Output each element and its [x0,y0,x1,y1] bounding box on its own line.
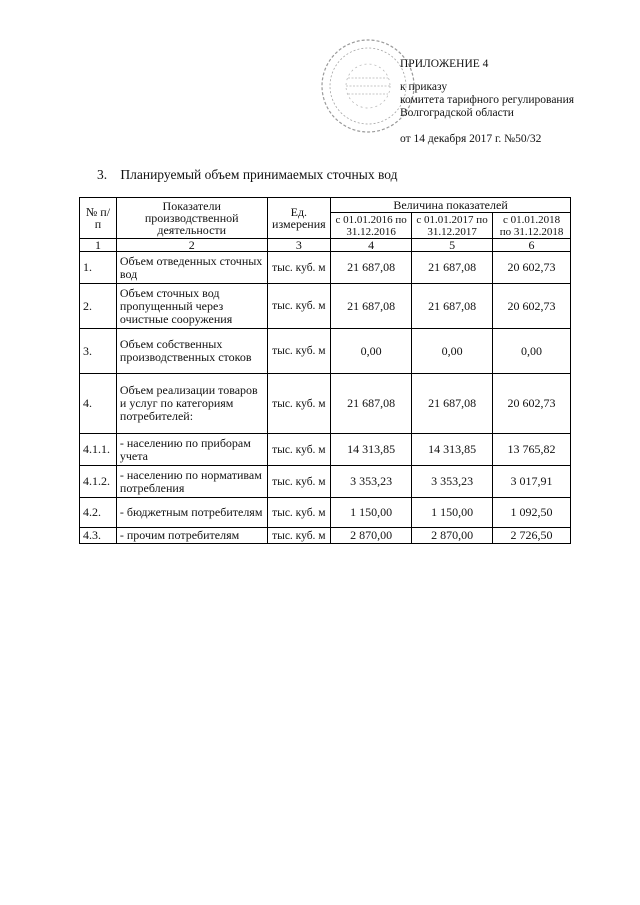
row-value-2017: 21 687,08 [412,284,493,329]
row-value-2016: 3 353,23 [331,466,412,498]
header-values: Величина показателей [331,198,571,213]
row-value-2018: 1 092,50 [493,498,571,528]
row-value-2016: 21 687,08 [331,252,412,284]
table-row [80,498,571,528]
row-value-2016: 2 870,00 [331,528,412,544]
index-cell: 4 [331,239,412,252]
section-title: Планируемый объем принимаемых сточных вод [120,167,398,182]
row-num: 4.1.1. [80,434,117,466]
row-value-2016: 21 687,08 [331,374,412,434]
row-value-2017: 14 313,85 [412,434,493,466]
row-value-2017: 21 687,08 [412,374,493,434]
row-value-2018: 20 602,73 [493,284,571,329]
row-value-2016: 0,00 [331,329,412,374]
row-name: - прочим потребителям [116,528,267,544]
row-value-2018: 13 765,82 [493,434,571,466]
row-name: - населению по нормативам потребления [116,466,267,498]
row-unit: тыс. куб. м [267,329,331,374]
appendix-line-order: к приказу [400,81,448,93]
index-row [80,239,571,252]
appendix-title: ПРИЛОЖЕНИЕ 4 [400,58,489,70]
row-num: 4.1.2. [80,466,117,498]
appendix-block [400,58,574,146]
row-num: 3. [80,329,117,374]
row-num: 4. [80,374,117,434]
appendix-line-committee: комитета тарифного регулирования [400,94,575,106]
index-cell: 5 [412,239,493,252]
row-unit: тыс. куб. м [267,252,331,284]
header-name: Показатели производственной деятельности [116,198,267,239]
row-name: - бюджетным потребителям [116,498,267,528]
row-num: 4.3. [80,528,117,544]
section-number: 3. [97,167,108,182]
row-value-2018: 3 017,91 [493,466,571,498]
row-value-2017: 21 687,08 [412,252,493,284]
row-value-2016: 1 150,00 [331,498,412,528]
row-value-2017: 2 870,00 [412,528,493,544]
header-unit: Ед. измерения [267,198,331,239]
table-row [80,528,571,544]
index-cell: 1 [80,239,117,252]
header-period-2016: с 01.01.2016 по 31.12.2016 [331,213,412,239]
row-name: Объем реализации товаров и услуг по категориям потребителей: [116,374,267,434]
row-unit: тыс. куб. м [267,374,331,434]
wastewater-table [79,197,571,544]
row-name: Объем сточных вод пропущенный через очистные сооружения [116,284,267,329]
table-row [80,252,571,284]
appendix-date: от 14 декабря 2017 г. №50/32 [400,133,542,145]
row-name: Объем собственных производственных стоков [116,329,267,374]
row-value-2018: 20 602,73 [493,252,571,284]
section-heading [97,167,397,183]
row-value-2017: 3 353,23 [412,466,493,498]
appendix-line-region: Волгоградской области [400,107,514,119]
index-cell: 3 [267,239,331,252]
row-value-2017: 0,00 [412,329,493,374]
row-unit: тыс. куб. м [267,434,331,466]
table-row [80,329,571,374]
row-value-2016: 14 313,85 [331,434,412,466]
table-row [80,466,571,498]
table-row [80,374,571,434]
row-unit: тыс. куб. м [267,466,331,498]
header-period-2017: с 01.01.2017 по 31.12.2017 [412,213,493,239]
table-row [80,284,571,329]
row-unit: тыс. куб. м [267,498,331,528]
header-period-2018: с 01.01.2018 по 31.12.2018 [493,213,571,239]
row-value-2017: 1 150,00 [412,498,493,528]
row-num: 4.2. [80,498,117,528]
index-cell: 2 [116,239,267,252]
table-row [80,434,571,466]
row-num: 2. [80,284,117,329]
row-unit: тыс. куб. м [267,284,331,329]
row-value-2018: 2 726,50 [493,528,571,544]
row-value-2018: 20 602,73 [493,374,571,434]
header-num: № п/п [80,198,117,239]
row-name: Объем отведенных сточных вод [116,252,267,284]
row-name: - населению по приборам учета [116,434,267,466]
row-value-2018: 0,00 [493,329,571,374]
row-value-2016: 21 687,08 [331,284,412,329]
row-unit: тыс. куб. м [267,528,331,544]
index-cell: 6 [493,239,571,252]
row-num: 1. [80,252,117,284]
